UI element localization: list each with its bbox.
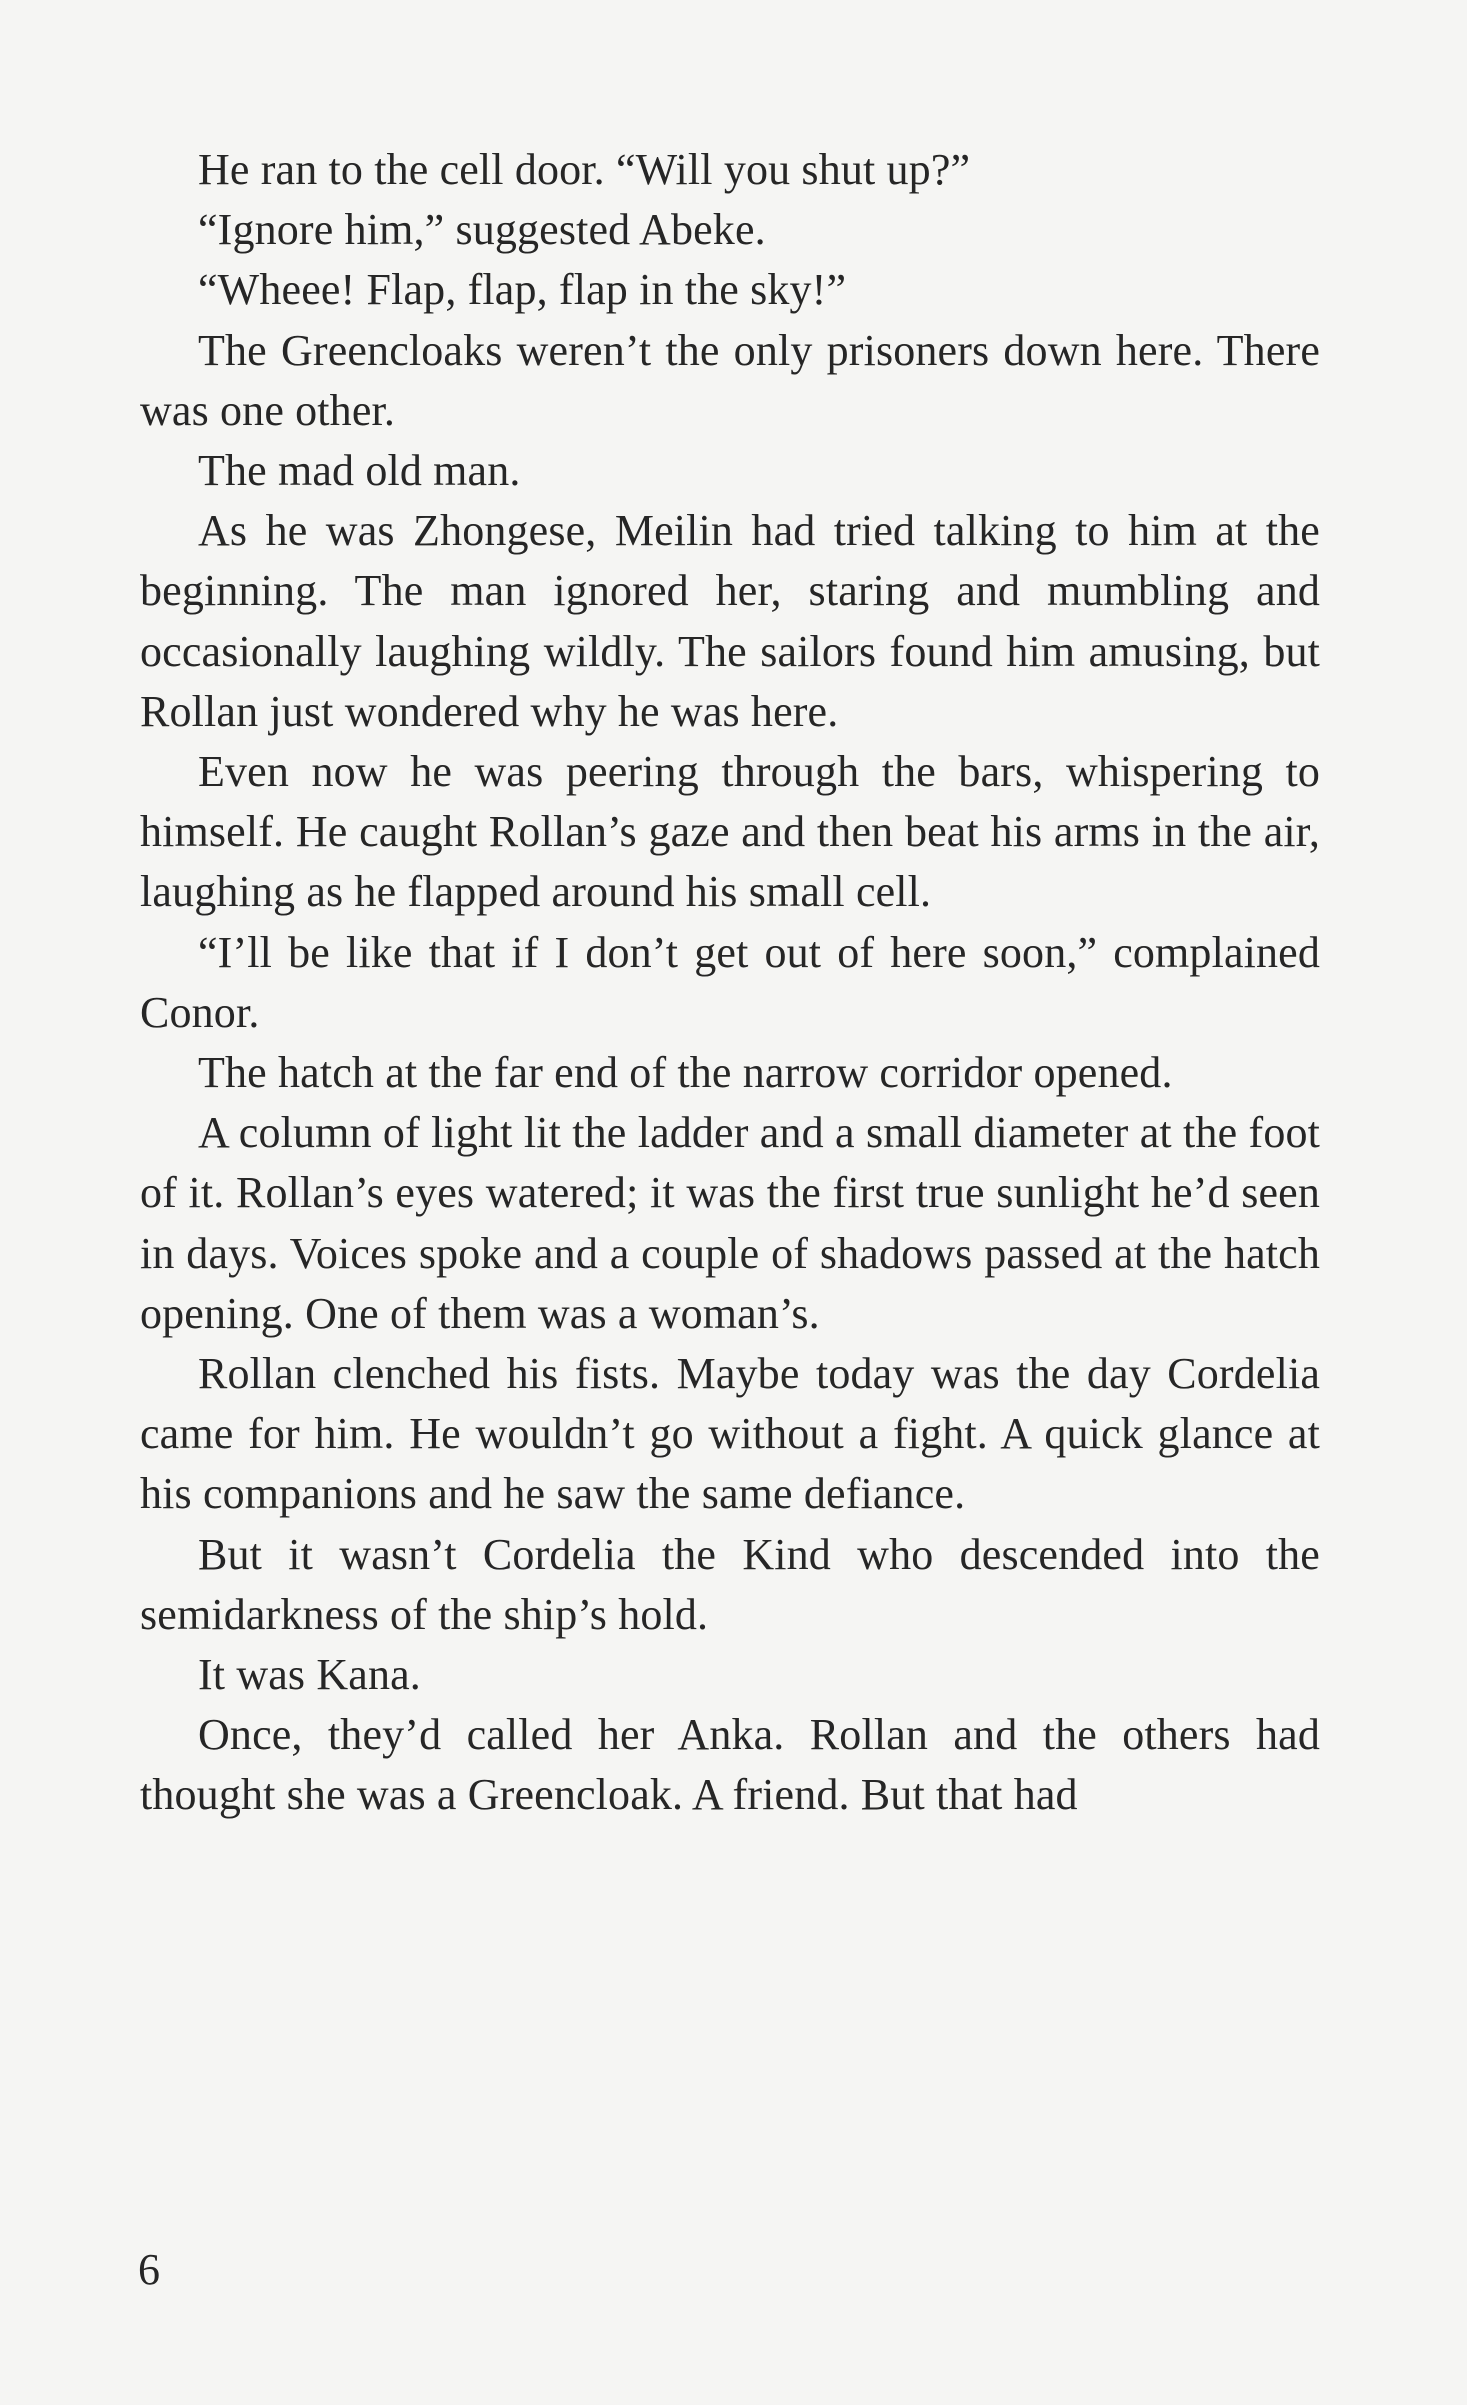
paragraph: Rollan clenched his fists. Maybe today was the day Cordelia came for him. He wouldn’t go without a fight. A quick glance at his companions and he saw the same defiance. [140,1349,1320,1519]
paragraph: As he was Zhongese, Meilin had tried talking to him at the beginning. The man ignored her, staring and mumbling and occasionally laughing wildly. The sailors found him amusing, but Rollan just wondered why he was here. [140,506,1320,736]
paragraph: A column of light lit the ladder and a small diameter at the foot of it. Rollan’s eyes watered; it was the first true sunlight he’d seen in days. Voices spoke and a couple of shadows passed at the hatch opening. One of them was a woman’s. [140,1108,1320,1338]
paragraph: “I’ll be like that if I don’t get out of here soon,” complained Conor. [140,927,1320,1037]
paragraph: The Greencloaks weren’t the only prisoners down here. There was one other. [140,325,1320,435]
paragraph: “Wheee! Flap, flap, flap in the sky!” [198,265,847,315]
page-number: 6 [138,2245,160,2294]
paragraph: It was Kana. [198,1650,421,1700]
paragraph: “Ignore him,” suggested Abeke. [198,205,766,255]
paragraph: But it wasn’t Cordelia the Kind who descended into the semidarkness of the ship’s hold. [140,1529,1320,1639]
paragraph: The hatch at the far end of the narrow corridor opened. [198,1048,1173,1098]
paragraph: The mad old man. [198,446,521,496]
body-text [140,140,1320,1826]
paragraph: Once, they’d called her Anka. Rollan and the others had thought she was a Greencloak. A friend. But that had [140,1710,1320,1820]
paragraph: Even now he was peering through the bars, whispering to himself. He caught Rollan’s gaze and then beat his arms in the air, laughing as he flapped around his small cell. [140,747,1320,917]
paragraph: He ran to the cell door. “Will you shut up?” [198,145,971,194]
